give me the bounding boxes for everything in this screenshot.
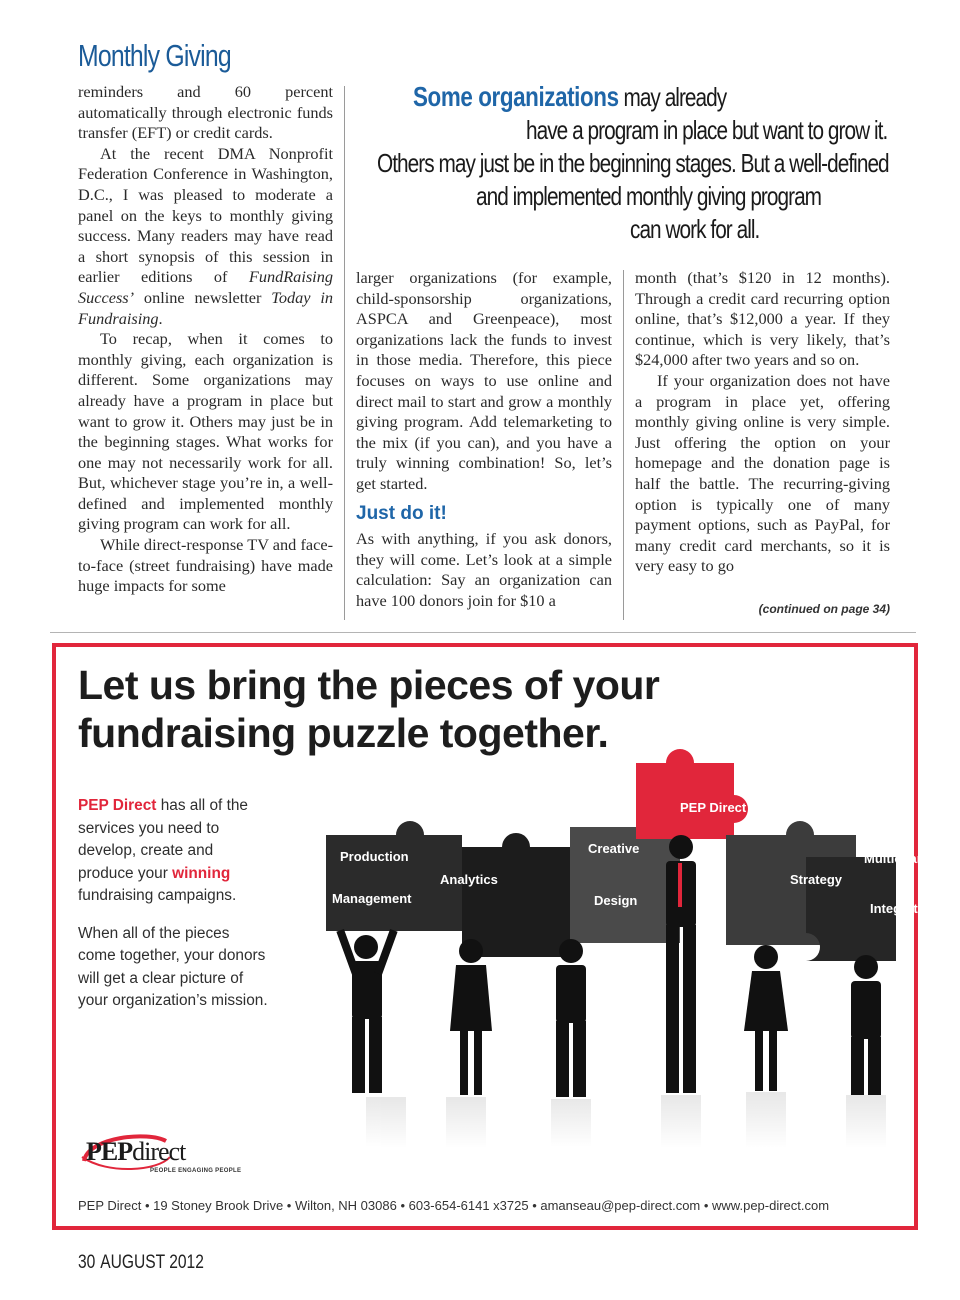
label-creative: Creative [588, 841, 640, 856]
column-divider-1 [344, 86, 345, 620]
ad-headline: Let us bring the pieces of your fundraising puzzle together. [78, 662, 660, 756]
section-title: Monthly Giving [78, 38, 231, 73]
page-folio [78, 1252, 204, 1274]
person-6 [851, 955, 881, 1095]
person-3 [556, 939, 586, 1097]
label-management: Management [332, 891, 412, 906]
person-2 [450, 939, 492, 1095]
person-5 [744, 945, 788, 1091]
person-4 [666, 835, 696, 1093]
label-strategy: Strategy [790, 872, 843, 887]
label-multichannel: Multichannel [864, 851, 944, 866]
article-column-3 [635, 268, 890, 577]
label-analytics: Analytics [440, 872, 498, 887]
continued-note: (continued on page 34) [758, 602, 890, 616]
horizontal-divider [50, 632, 916, 633]
col2-paragraph-1: larger organizations (for example, child-sponsorship organizations, ASPCA and Greenpeace), most organizations lack the funds to invest in those media. Therefore, this piece focuses on ways to use online and direct mail to start and grow a monthly giving program. Add telemarketing to the mix (if you can), and you have a truly winning combination! So, let’s get started. [356, 268, 612, 493]
ad-contact-footer: PEP Direct • 19 Stoney Brook Drive • Wilton, NH 03086 • 603-654-6141 x3725 • amanseau@pep-direct.com • www.pep-direct.com [78, 1198, 830, 1213]
puzzle-piece-analytics [462, 833, 570, 957]
col1-paragraph-2: At the recent DMA Nonprofit Federation Conference in Washington, D.C., I was pleased to moderate a panel on the keys to monthly giving success. Many readers may have read a short synopsis of this session in earlier editions of FundRaising Success’ online newsletter Today in Fundraising. [78, 143, 334, 328]
col1-paragraph-4: While direct-response TV and face-to-face (street fundraising) have made huge impacts for some [78, 535, 333, 596]
pep-direct-logo [78, 1127, 248, 1187]
ad-copy [78, 795, 268, 1028]
subhead-just-do-it: Just do it! [356, 502, 447, 524]
column-divider-2 [623, 270, 624, 620]
article-column-1 [78, 82, 333, 597]
floor-reflections [366, 1092, 886, 1147]
label-integration: Integration [870, 901, 938, 916]
label-design: Design [594, 893, 638, 908]
pull-quote-line-5: can work for all. [630, 214, 760, 244]
col1-paragraph-3: To recap, when it comes to monthly giving, each organization is different. Some organizations may already have a program in place but want to grow it. Others may just be in the beginning stages. What works for one may not necessarily work for all. But, whichever stage you’re in, a well-defined and implemented monthly giving program can work for all. [78, 329, 333, 534]
col2-paragraph-2: As with anything, if you ask donors, they will come. Let’s look at a simple calculation: Say an organization can have 100 donors join for $10 a [356, 529, 612, 610]
puzzle-illustration [306, 707, 944, 1147]
pull-quote-line-1: Some organizations may already [413, 81, 727, 112]
ad-copy-paragraph-1: PEP Direct has all of the services you need to develop, create and produce your winning fundraising campaigns. [78, 797, 248, 904]
label-pep-direct: PEP Direct [680, 800, 747, 815]
article-column-2 [356, 268, 612, 612]
col3-paragraph-1: month (that’s $120 in 12 months). Through a credit card recurring option online, that’s $12,000 a year. If they continue, which is very likely, that’s $24,000 after two years and so on. [635, 268, 890, 370]
label-production: Production [340, 849, 409, 864]
pull-quote-line-4: and implemented monthly giving program [476, 181, 822, 211]
col3-paragraph-2: If your organization does not have a program in place yet, offering monthly giving online is very simple. Just offering the option on your homepage and the donation page is half the battle. The recurring-giving option is typically one of many payment options, such as PayPal, for many credit card merchants, so it is very easy to go [635, 370, 890, 576]
pull-quote-line-2: have a program in place but want to grow it. [526, 115, 888, 145]
logo-tagline: PEOPLE ENGAGING PEOPLE [150, 1168, 242, 1174]
puzzle-piece-pep [636, 749, 748, 839]
col1-paragraph-1: reminders and 60 percent automatically through electronic funds transfer (EFT) or credit cards. [78, 82, 333, 143]
ad-copy-paragraph-2: When all of the pieces come together, your donors will get a clear picture of your organization’s mission. [78, 924, 268, 1009]
issue-date: AUGUST 2012 [100, 1252, 204, 1273]
pull-quote-line-3: Others may just be in the beginning stages. But a well-defined [377, 148, 889, 178]
logo-wordmark: PEPdirect [86, 1137, 186, 1166]
person-1 [336, 929, 397, 1093]
page-number: 30 [78, 1252, 96, 1273]
advertisement [52, 643, 944, 1230]
